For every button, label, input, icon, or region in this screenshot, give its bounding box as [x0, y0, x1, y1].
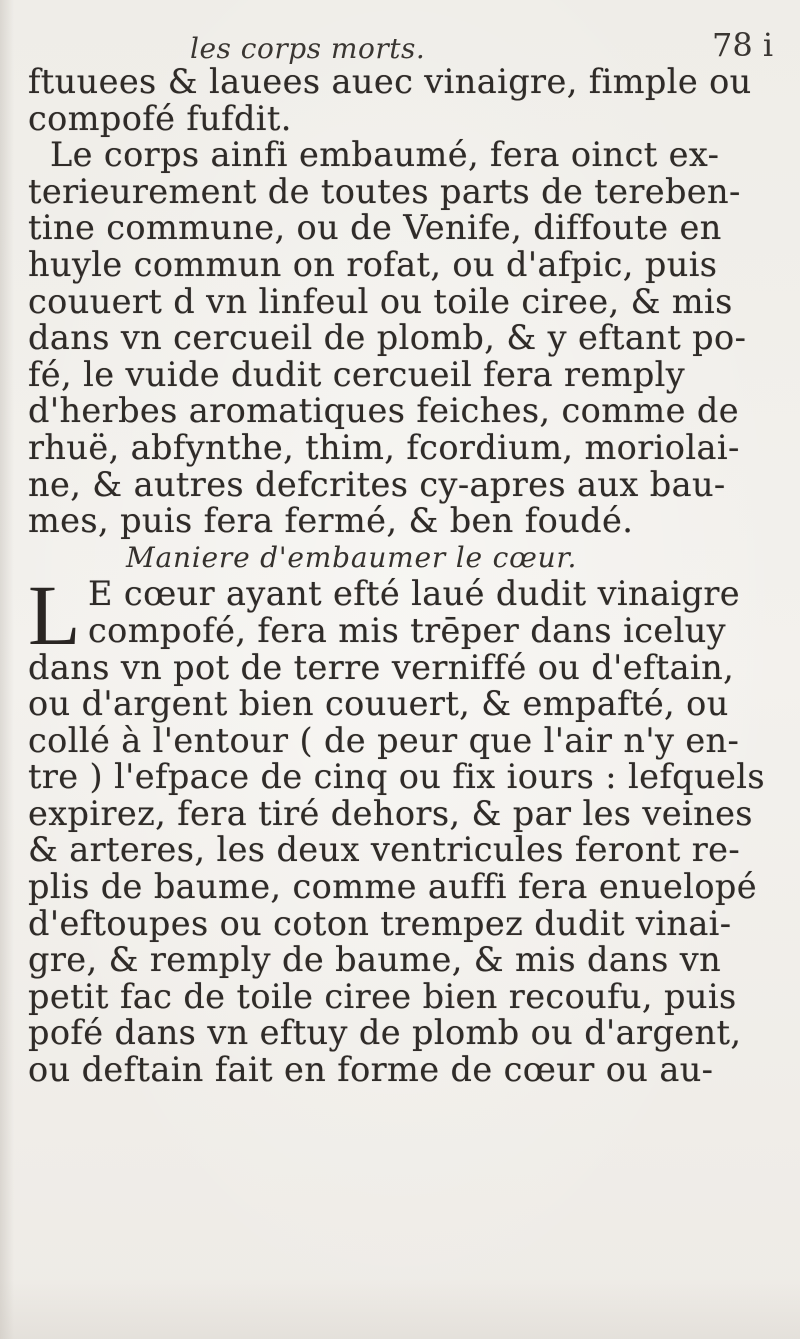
- drop-cap: L: [28, 567, 81, 664]
- paragraph-coeur: [28, 567, 780, 1090]
- running-title: les corps morts.: [190, 32, 426, 65]
- text-line: expirez, fera tiré dehors, & par les veines: [28, 793, 753, 833]
- text-line: huyle commun on rofat, ou d'afpic, puis: [28, 244, 718, 284]
- page-number: 78 i: [712, 26, 774, 64]
- text-line: rhuë, abfynthe, thim, fcordium, moriolai-: [28, 427, 740, 467]
- text-line: collé à l'entour ( de peur que l'air n'y en-: [28, 720, 740, 760]
- text-line: d'herbes aromatiques feiches, comme de: [28, 391, 739, 431]
- text-line: tre ) l'efpace de cinq ou fix iours : lefquels: [28, 757, 765, 797]
- section-heading: Maniere d'embaumer le cœur.: [126, 540, 578, 574]
- text-line: fé, le vuide dudit cercueil fera remply: [28, 354, 686, 394]
- text-line: terieurement de toutes parts de tereben-: [28, 171, 741, 211]
- text-line: Le corps ainfi embaumé, fera oinct ex-: [50, 135, 720, 175]
- text-line: gre, & remply de baume, & mis dans vn: [28, 940, 722, 980]
- text-line: dans vn pot de terre verniffé ou d'eftain,: [28, 647, 735, 687]
- text-line: E cœur ayant efté laué dudit vinaigre: [88, 574, 740, 614]
- text-line: ne, & autres defcrites cy-apres aux bau-: [28, 464, 726, 504]
- text-line: dans vn cercueil de plomb, & y eftant po-: [28, 318, 747, 358]
- text-line: couuert d vn linfeul ou toile ciree, & mis: [28, 281, 733, 321]
- text-line: petit fac de toile ciree bien recoufu, puis: [28, 976, 737, 1016]
- text-line: d'eftoupes ou coton trempez dudit vinai-: [28, 903, 732, 943]
- text-line: tine commune, ou de Venife, diffoute en: [28, 208, 722, 248]
- body-text: [28, 64, 780, 1089]
- text-line: & arteres, les deux ventricules feront re-: [28, 830, 741, 870]
- page-gutter-shadow: [0, 0, 14, 1339]
- text-line: compofé, fera mis trēper dans iceluy: [88, 610, 726, 650]
- paragraph-corps-embaume: [28, 137, 780, 540]
- text-line: ou d'argent bien couuert, & empafté, ou: [28, 684, 729, 724]
- text-line: pofé dans vn eftuy de plomb ou d'argent,: [28, 1013, 742, 1053]
- text-line: plis de baume, comme auffi fera enuelopé: [28, 867, 757, 907]
- text-line: mes, puis fera fermé, & ben foudé.: [28, 501, 634, 541]
- text-line: ou deftain fait en forme de cœur ou au-: [28, 1050, 714, 1090]
- page-bottom-fade: [0, 1279, 800, 1339]
- text-line: compofé fufdit.: [28, 98, 292, 138]
- text-line: ftuuees & lauees auec vinaigre, fimple ou: [28, 62, 752, 101]
